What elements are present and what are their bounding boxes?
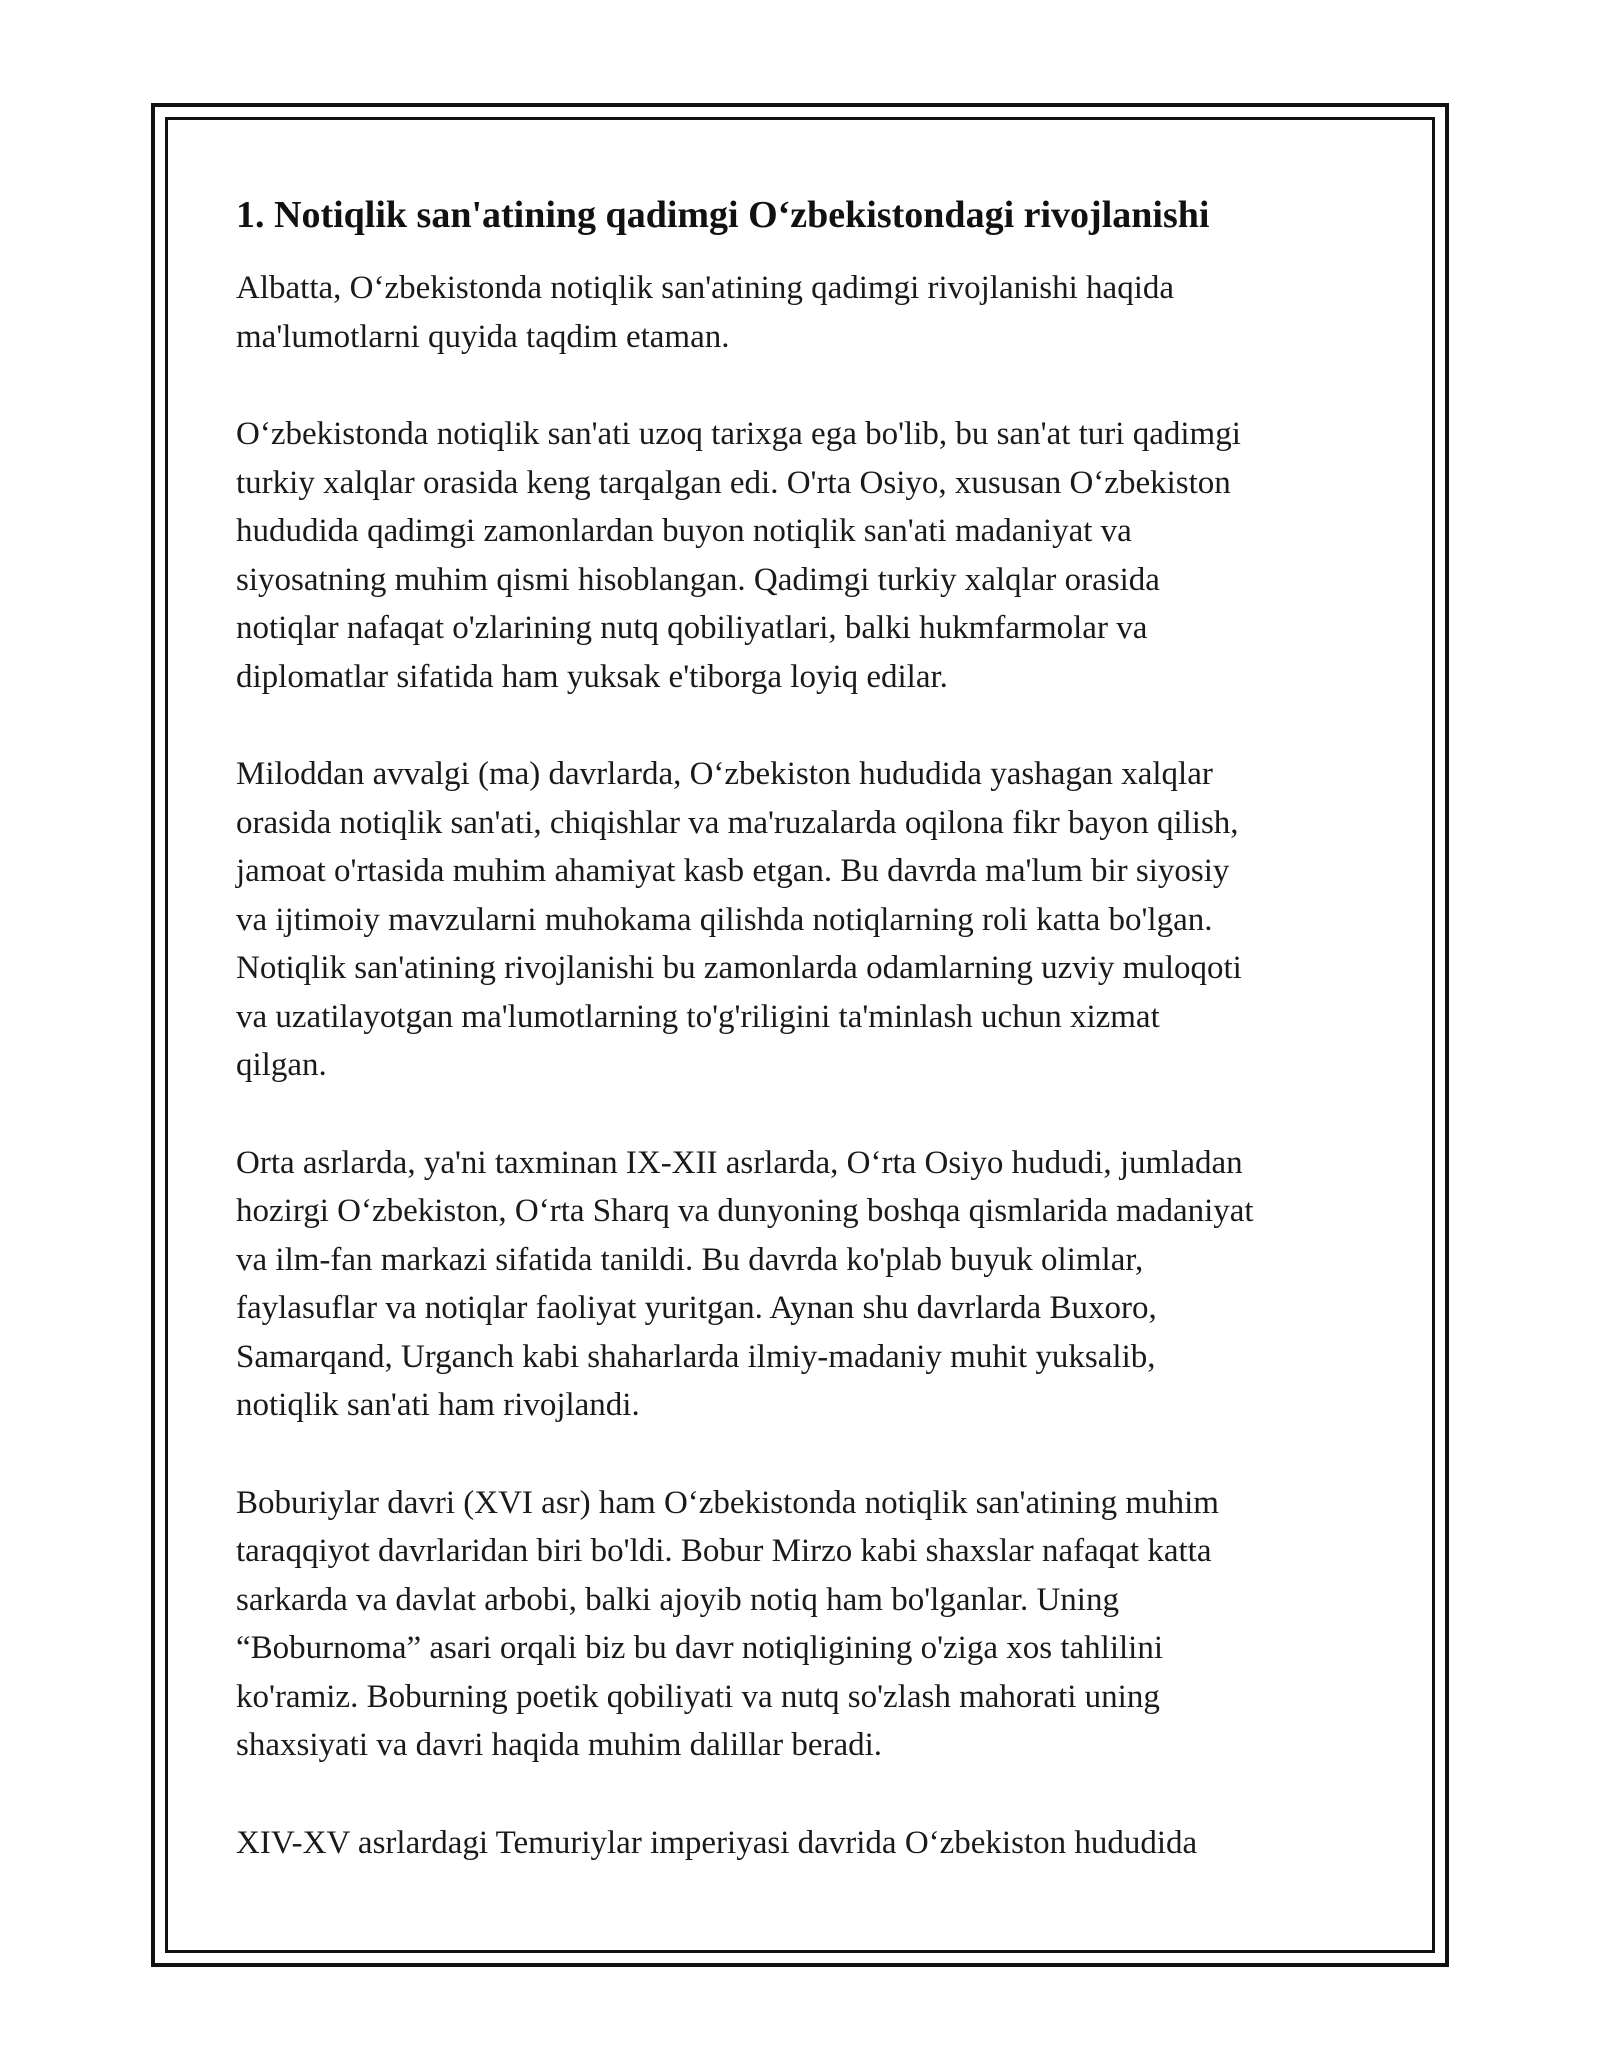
document-body [236,188,1386,1916]
paragraph-intro: Albatta, O‘zbekistonda notiqlik san'atining qadimgi rivojlanishi haqida ma'lumotlarni quyida taqdim etaman. [236,270,1175,355]
paragraph-baburid-era: Boburiylar davri (XVI asr) ham O‘zbekistonda notiqlik san'atining muhim taraqqiyot davrlaridan biri bo'ldi. Bobur Mirzo kabi shaxslar nafaqat katta sarkarda va davlat arbobi, balki ajoyib notiq ham bo'lganlar. Uning “Boburnoma” asari orqali biz bu davr notiqligining o'ziga xos tahlilini ko'ramiz. Boburning poetik qobiliyati va nutq so'zlash mahorati uning shaxsiyati va davri haqida muhim dalillar beradi. [236,1484,1219,1763]
document-title: 1. Notiqlik san'atining qadimgi O‘zbekistondagi rivojlanishi [236,194,1210,236]
paragraph-history: O‘zbekistonda notiqlik san'ati uzoq tarixga ega bo'lib, bu san'at turi qadimgi turkiy xalqlar orasida keng tarqalgan edi. O'rta Osiyo, xususan O‘zbekiston hududida qadimgi zamonlardan buyon notiqlik san'ati madaniyat va siyosatning muhim qismi hisoblangan. Qadimgi turkiy xalqlar orasida notiqlar nafaqat o'zlarining nutq qobiliyatlari, balki hukmfarmolar va diplomatlar sifatida ham yuksak e'tiborga loyiq edilar. [236,416,1241,695]
paragraph-ancient-era: Miloddan avvalgi (ma) davrlarda, O‘zbekiston hududida yashagan xalqlar orasida notiqlik san'ati, chiqishlar va ma'ruzalarda oqilona fikr bayon qilish, jamoat o'rtasida muhim ahamiyat kasb etgan. Bu davrda ma'lum bir siyosiy va ijtimoiy mavzularni muhokama qilishda notiqlarning roli katta bo'lgan. Notiqlik san'atining rivojlanishi bu zamonlarda odamlarning uzviy muloqoti va uzatilayotgan ma'lumotlarning to'g'riligini ta'minlash uchun xizmat qilgan. [236,756,1242,1083]
paragraph-middle-ages: Orta asrlarda, ya'ni taxminan IX-XII asrlarda, O‘rta Osiyo hududi, jumladan hozirgi O‘zbekiston, O‘rta Sharq va dunyoning boshqa qismlarida madaniyat va ilm-fan markazi sifatida tanildi. Bu davrda ko'plab buyuk olimlar, faylasuflar va notiqlar faoliyat yuritgan. Aynan shu davrlarda Buxoro, Samarqand, Urganch kabi shaharlarda ilmiy-madaniy muhit yuksalib, notiqlik san'ati ham rivojlandi. [236,1144,1254,1423]
paragraph-timurid-era: XIV-XV asrlardagi Temuriylar imperiyasi davrida O‘zbekiston hududida [236,1824,1198,1861]
